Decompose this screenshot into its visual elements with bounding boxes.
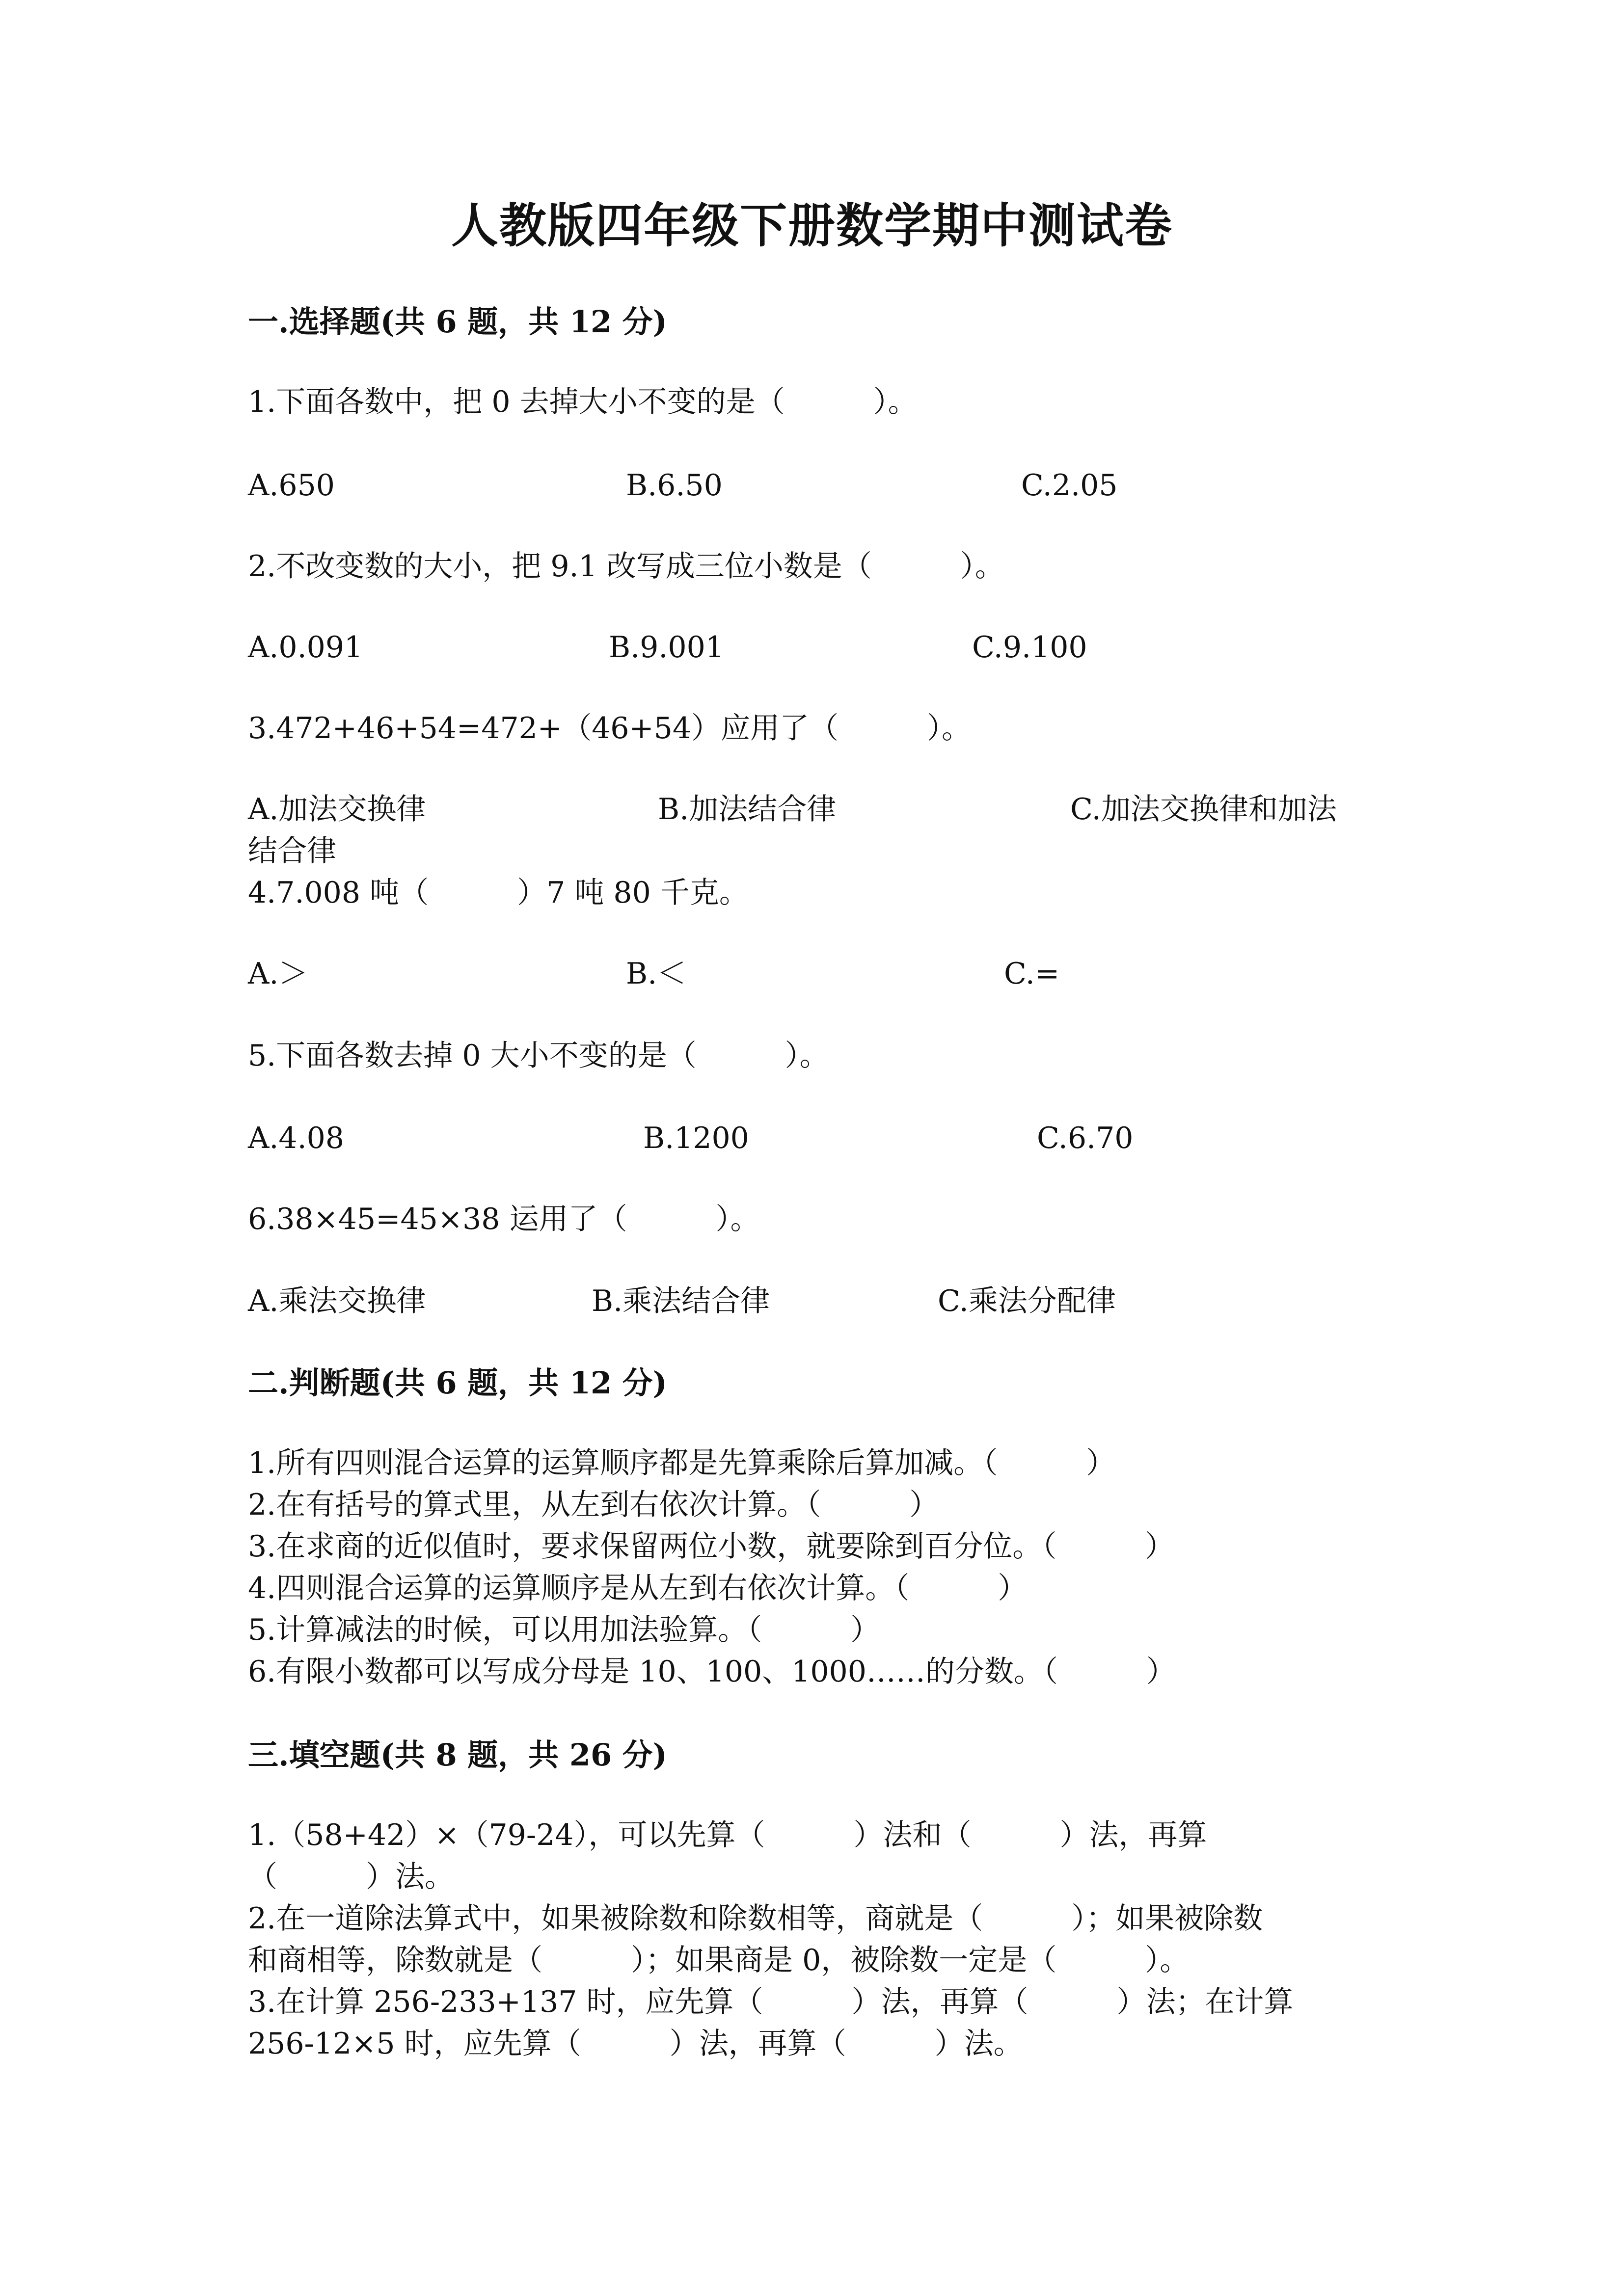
q1-option-c: C.2.05 [1021, 468, 1118, 503]
q3-option-a: A.加法交换律 [248, 792, 426, 827]
q2-option-a: A.0.091 [248, 630, 363, 665]
choice-question-2: 2.不改变数的大小，把 9.1 改写成三位小数是（ ）。 [248, 549, 1004, 584]
fill-line-5: 3.在计算 256-233+137 时，应先算（ ）法，再算（ ）法；在计算 [248, 1985, 1294, 2019]
q4-option-b: B.＜ [626, 957, 687, 991]
choice-question-3: 3.472+46+54=472+（46+54）应用了（ ）。 [248, 711, 972, 746]
judge-item-4: 4.四则混合运算的运算顺序是从左到右依次计算。（ ） [248, 1571, 1028, 1605]
q5-option-b: B.1200 [643, 1121, 749, 1155]
choice-question-4: 4.7.008 吨（ ）7 吨 80 千克。 [248, 876, 749, 910]
fill-line-4: 和商相等，除数就是（ ）；如果商是 0，被除数一定是（ ）。 [248, 1943, 1190, 1977]
q1-option-a: A.650 [248, 468, 335, 503]
choice-question-1: 1.下面各数中，把 0 去掉大小不变的是（ ）。 [248, 385, 918, 419]
q3-option-c-continued: 结合律 [248, 834, 336, 868]
q4-option-c: C.= [1004, 957, 1060, 991]
judge-item-3: 3.在求商的近似值时，要求保留两位小数，就要除到百分位。（ ） [248, 1529, 1175, 1564]
q6-option-b: B.乘法结合律 [592, 1284, 770, 1318]
q6-option-c: C.乘法分配律 [938, 1284, 1116, 1318]
q6-option-a: A.乘法交换律 [248, 1284, 426, 1318]
choice-question-6: 6.38×45=45×38 运用了（ ）。 [248, 1202, 760, 1236]
fill-line-6: 256-12×5 时，应先算（ ）法，再算（ ）法。 [248, 2027, 1023, 2061]
choice-question-5: 5.下面各数去掉 0 大小不变的是（ ）。 [248, 1039, 829, 1073]
judge-item-6: 6.有限小数都可以写成分母是 10、100、1000……的分数。（ ） [248, 1655, 1176, 1689]
q1-option-b: B.6.50 [626, 468, 723, 503]
judge-item-5: 5.计算减法的时候，可以用加法验算。（ ） [248, 1613, 880, 1647]
fill-line-1: 1.（58+42）×（79-24），可以先算（ ）法和（ ）法，再算 [248, 1818, 1207, 1852]
q3-option-b: B.加法结合律 [658, 792, 837, 827]
q5-option-c: C.6.70 [1037, 1121, 1134, 1155]
fill-line-3: 2.在一道除法算式中，如果被除数和除数相等，商就是（ ）；如果被除数 [248, 1901, 1263, 1936]
section-heading-choice: 一.选择题(共 6 题，共 12 分) [248, 304, 668, 340]
q2-option-c: C.9.100 [972, 630, 1087, 665]
q4-option-a: A.＞ [248, 957, 308, 991]
q2-option-b: B.9.001 [609, 630, 724, 665]
judge-item-2: 2.在有括号的算式里，从左到右依次计算。（ ） [248, 1488, 939, 1522]
section-heading-fill: 三.填空题(共 8 题，共 26 分) [248, 1737, 668, 1773]
q5-option-a: A.4.08 [248, 1121, 344, 1155]
judge-item-1: 1.所有四则混合运算的运算顺序都是先算乘除后算加减。（ ） [248, 1446, 1116, 1480]
q3-option-c: C.加法交换律和加法 [1070, 792, 1337, 827]
page-title: 人教版四年级下册数学期中测试卷 [451, 198, 1173, 253]
fill-line-2: （ ）法。 [248, 1860, 454, 1894]
section-heading-judge: 二.判断题(共 6 题，共 12 分) [248, 1365, 668, 1401]
